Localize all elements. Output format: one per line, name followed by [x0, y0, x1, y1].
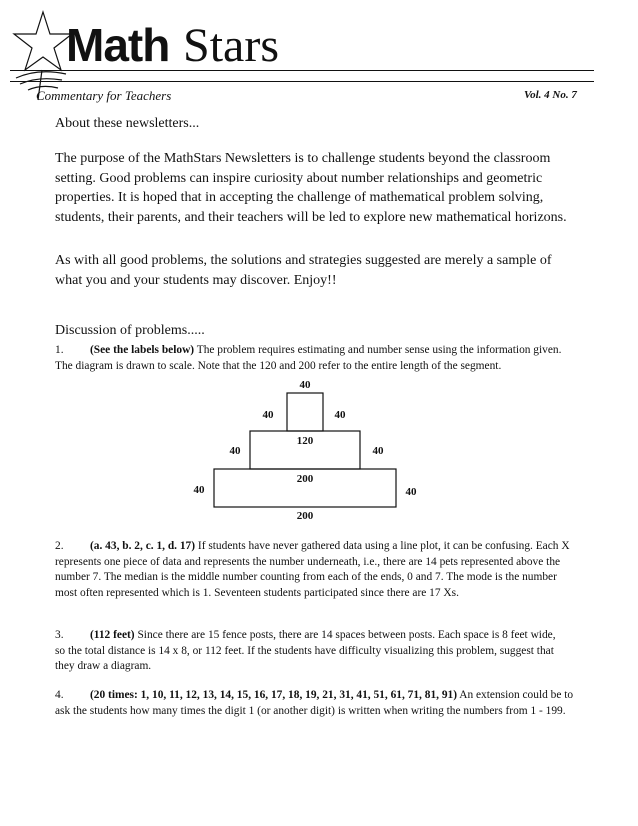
volume-number: Vol. 4 No. 7 — [524, 89, 577, 101]
intro-heading: About these newsletters... — [55, 116, 200, 131]
logo-stars-text: Stars — [183, 19, 279, 72]
top-rectangle — [287, 393, 323, 431]
middle-left-label: 40 — [229, 445, 241, 457]
problem-3 — [55, 628, 565, 675]
logo-math-text: Math — [66, 19, 170, 71]
middle-inner-label: 120 — [296, 435, 314, 447]
pyramid-shapes — [180, 376, 440, 526]
header-rule — [10, 70, 594, 82]
middle-right-label: 40 — [372, 445, 384, 457]
problem-number: 3. — [55, 629, 64, 641]
top-left-label: 40 — [262, 409, 274, 421]
base-inner-label: 200 — [296, 473, 314, 485]
masthead — [0, 0, 638, 115]
top-width-label: 40 — [299, 379, 311, 391]
intro-paragraph-1: The purpose of the MathStars Newsletters is to challenge students beyond the classroom setting. Good problems can inspire curiosity about number relationships and geometric properties. It is hoped that in accepting the challenge of mathematical problem solving, students, their parents, and their teachers will be led to explore new mathematical horizons. — [55, 151, 567, 225]
problem-text: If students have never gathered data using a line plot, it can be confusing. Each X represents one piece of data and represents the number underneath, i.e., there are 14 pets represented above the number 7. The median is the middle number counting from each of the ends, 0 and 7. The mode is the number most often represented which is 1. Seventeen students participated since there are 17 Xs. — [55, 540, 570, 599]
problem-text: An extension could be to ask the students how many times the digit 1 (or another digit) is written when writing the numbers from 1 - 199. — [55, 689, 574, 717]
problem-number: 1. — [55, 344, 64, 356]
problem-number: 4. — [55, 689, 64, 701]
problem-answer: (See the labels below) — [90, 344, 195, 356]
base-left-label: 40 — [193, 484, 205, 496]
top-right-label: 40 — [334, 409, 346, 421]
intro-paragraph-2: As with all good problems, the solutions and strategies suggested are merely a sample of what you and your students may discover. Enjoy!! — [55, 253, 552, 288]
pyramid-diagram — [180, 376, 440, 526]
problem-4 — [55, 688, 575, 719]
discussion-heading: Discussion of problems..... — [55, 323, 205, 338]
problem-1 — [55, 343, 575, 374]
base-right-label: 40 — [405, 486, 417, 498]
problem-number: 2. — [55, 540, 64, 552]
problem-2 — [55, 539, 571, 601]
problem-answer: (a. 43, b. 2, c. 1, d. 17) — [90, 540, 196, 552]
problem-answer: (20 times: 1, 10, 11, 12, 13, 14, 15, 16, 17, 18, 19, 21, 31, 41, 51, 61, 71, 81, 91) — [90, 689, 458, 701]
base-width-label: 200 — [296, 510, 314, 522]
problem-text: Since there are 15 fence posts, there are 14 spaces between posts. Each space is 8 feet wide, so the total distance is 14 x 8, or 112 feet. If the students have difficulty visualizing this problem, suggest that they draw a diagram. — [55, 629, 556, 673]
problem-answer: (112 feet) — [90, 629, 135, 641]
problem-text: The problem requires estimating and number sense using the information given. The diagram is drawn to scale. Note that the 120 and 200 refer to the entire length of the segment. — [55, 344, 562, 372]
subtitle: Commentary for Teachers — [36, 88, 172, 103]
